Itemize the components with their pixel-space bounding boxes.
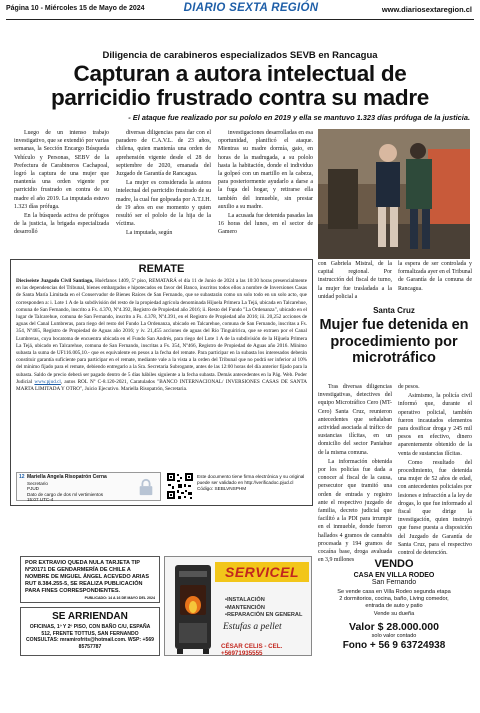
ad-vendo-city: San Fernando [371,579,417,586]
servicel-slogan: Estufas a pellet [223,622,282,632]
ad-vendo-desc-3: entrada de auto y patio [365,603,423,610]
pjud-link[interactable]: www.pjud.cl [34,378,61,385]
ad-extravio-text: POR EXTRAVIO QUEDA NULA TARJETA TIP Nº20171 DE GENDARMERÍA DE CHILE A NOMBRE DE MIGUEL ÁNGEL ACEVEDO ARIAS RUT 8.384.255-5, SE REALIZA PUBLICACIÓN PARA FINES CORRESPONDIENTES. [25,560,150,594]
servicel-logo: SERVICEL [215,562,309,582]
signature-date: Dato de cargo de dos ml vertimientos [27,491,104,497]
lock-icon [137,478,155,496]
ad-vendo-desc-2: 2 dormitorios, cocina, baño, Living comedor, [339,596,449,603]
remate-body [16,278,307,393]
remate-text-end: , autos ROL Nº C-8.120-2021, Caratulados "BANCO INTERNACIONAL/ INVERSIONES CASAS DE SANTA MARTA LIMITADA Y OTRO", Juicio Ejecutivo. Mariella Risopatrón, Secretaria. [16,378,307,393]
signer-org: PJUD [27,486,39,492]
article-column-1 [14,129,109,238]
remate-title: REMATE [138,263,185,275]
ad-arriendan [20,607,160,656]
remate-lead: Dieciseiste Juzgado Civil Santiago, [16,278,94,284]
article-headline: Capturan a autora intelectual de parricidio frustrado contra su madre [50,61,430,110]
servicel-services [225,597,302,620]
list-item: •REPARACIÓN EN GENERAL [225,612,303,618]
paragraph: con Gabriela Mistral, de la capital regional. Por instrucción del fiscal de turno, la mujer fue trasladada a la unidad policial a [318,261,392,300]
arrest-photo [318,129,470,259]
paragraph: En la búsqueda activa de prófugos de la justicia, la brigada especializada desarrolló [14,213,109,236]
header-rule [6,19,474,20]
ad-vendo-price: Valor $ 28.000.000 [349,620,439,633]
paragraph: Luego de un intenso trabajo investigativo, que se extendió por varias semanas, la Sección Encargo Búsqueda Vehículo y Personas, SEBV de la Prefectura de Carabineros Cachapoal, logró la captura de una mujer que mantenía una orden vigente por parricidio frustrado en contra de su madre el año 2019. La imputada estuvo 1.323 días prófuga. [14,130,109,210]
ad-vendo-subtitle: CASA EN VILLA RODEO [353,572,435,579]
paragraph: La acusada fue detenida pasadas las 16 horas del lunes, en el sector de Gamero [218,213,313,236]
ad-servicel [164,556,312,656]
ad-arriendan-title: SE ARRIENDAN [52,611,128,622]
list-item: •INSTALACIÓN [225,597,265,603]
servicel-phone: CÉSAR CELIS - CEL. +56971935555 [221,643,283,656]
ad-vendo-note: solo valor contado [371,632,417,639]
list-item: •MANTENCIÓN [225,604,265,611]
paragraph: Como resultado del procedimiento, fue detenida una mujer de 52 años de edad, con antecedentes policiales por lesiones e infracción a la ley de drogas, lo que fue informado al fiscal que dirige la investigación, quien instruyó que fuese puesta a disposición del Juzgado de Garantía de Santa Cruz, para el respectivo control de detención. [398,459,472,557]
arrest-photo-illustration [318,129,470,259]
santa-cruz-column-1 [318,383,392,565]
paragraph: Asimismo, la policía civil informó que, durante el operativo policial, también fueron incautados elementos para dosificar droga y 245 mil pesos en efectivo, dinero aparentemente obtenido de la venta de sustancias ilícitas. [398,393,472,457]
article-column-3 [218,129,313,238]
paragraph: Tras diversas diligencias investigativas, detectives del equipo Microtráfico Cero (MT-Cero) Santa Cruz, reunieron antecedentes que señalaban actividad asociada al tráfico de sustancias ilícitas, en un domicilio del sector Paniahue de la misma comuna. [318,384,392,456]
remate-text: Huérfanos 1409, 5º piso, REMATARÁ el día 11 de Junio de 2024 a las 10:30 horas presencialmente en las dependencias del Tribunal, bienes embargados e hipotecados en favor del Banco, inscritos todos ellos a nombre de Inversiones Casas de Santa María Limitada en el Conservador de Bienes Raíces de San Fernando, que se subastarán como un solo todo en un solo acto, que corresponden a: i. Lote 1 A de la subdivisión del resto de la propiedad agrícola denominada Hijuela Primera La Tejá, ubicada en Talcarehue, comuna de San Fernando, inscrito a Fs. 4.370, Nº4.392, Registro de Propiedad año 2016; ii. Resto del Fundo "La Ordenanza", ubicado en el lugar de Talcarehue, comuna de San Fernando, inscrito a Fs. 4.378, Nº4.391, en el Registro de Propiedad año 2016; iii. 20,252 acciones de aguas del Canal Lumbreras, para riego del resto del Fundo La Ordenanza, ubicado en Talcarehue, comuna de San Fernando, inscritas a Fs. 354, Nº465, Registro de Propiedad de Aguas año 2016; y iv. 21,455 acciones de aguas del Río Tinguiririca, que se extraen por el Canal Lumbreras, cuya bocatoma de encuentra ubicada en el Fundo San Andrés, para riego del Lote 1 A de la subdivisión de la Hijuela Primera La Tejá, ubicado en Talcarehue, comuna de San Fernando, inscritas a Fs. 354, Nº466, Registro de Propiedad de Aguas año 2016. Mínimo subasta la suma de UF116.005,10.- que es equivalente en pesos a la fecha del remate. Para participar en la subasta los interesados deberán constituir garantía suficiente para participar en el remate, mediante vale a la vista a la orden del Tribunal que no podrá ser inferior al 10% del mínimo fijado para el remate, debiendo entregarlo a la Sra. Secretaria Subrogante, antes de las 12:00 horas del día anterior fijado para la subasta. Saldo de precio deberá ser pagado dentro de 5 días hábiles siguiente a la fecha subasta. Demás antecedentes en la Pág. Web. Poder Judicial [16,278,308,385]
ad-arriendan-text: OFICINAS, 1º Y 2º PISO, CON BAÑO C/U, ESPAÑA 512, FRENTE TOTTUS, SAN FERNANDO CONSULTAS: mramirofrits@hotmail.com. WSP: +569 85757787 [25,624,155,651]
ad-vendo-desc-1: Se vende casa en Villa Rodeo segunda etapa [337,589,451,595]
santa-cruz-headline: Mujer fue detenida en procedimiento por microtráfico [319,317,469,366]
paragraph: la espera de ser controlada y formalizada ayer en el Tribunal de Garantía de la comuna de Rancagua. [398,261,472,292]
signature-number: 12 [19,474,25,480]
pellet-stove-icon [169,563,217,655]
article-column-5 [398,260,472,294]
ad-extravio-pub: PUBLICADO: 14 A 16 DE MAYO DEL 2024 [84,596,155,600]
santa-cruz-kicker: Santa Cruz [373,306,415,315]
ad-extravio [20,556,160,603]
ad-vendo-desc-4: Vende su dueña [373,610,415,617]
paragraph: de pesos. [398,384,420,390]
paragraph: La imputada, según [126,230,173,237]
paragraph: investigaciones desarrolladas en esa oportunidad, planificó el ataque. Mientras su madre dormía, gaio, en horas de la madrugada, a su pololo hasta la habitación, donde el individuo la golpeó con un martillo en la cabeza, para posteriormente ayudarlo a darse a la fuga del hogar, y retirarse ella también del inmueble, sin prestar auxilio a su madre. [218,130,313,210]
signer-role: Secretario [27,480,48,486]
section-title: DIARIO SEXTA REGIÓN [183,2,319,14]
ad-vendo-title: VENDO [374,558,414,570]
article-column-4 [318,260,392,302]
santa-cruz-column-2 [398,383,472,558]
electronic-signature-box [16,472,161,501]
ad-vendo [318,556,470,656]
verification-text [197,474,309,492]
article-subhead: - El ataque fue realizado por su pololo en 2019 y ella se mantuvo 1.323 días prófuga de la justicia. [128,113,470,122]
signature-time: 15:07 UTC-4 [27,497,54,503]
article-kicker: Diligencia de carabineros especializados SEVB en Rancagua [102,50,378,61]
paragraph: La información obtenida por los policías fue dada a conocer al fiscal de la causa, persecutor que tramitó una orden de entrada y registro ante el respectivo juzgado de familia, decreto judicial que facilitó a la PDI para irrumpir en el inmueble, donde fueron hallados 4 gramos de cannabis procesada y 194 gramos de cocaína base, droga avaluada en 3,9 millones [318,458,392,564]
page-number-date: Página 10 - Miércoles 15 de Mayo de 2024 [6,5,145,12]
verification-code: Código: SEBLVNSPHM [197,486,247,491]
page-header [0,0,480,20]
paragraph: diversas diligencias para dar con el paradero de C.A.V.L. de 23 años, chilena, quien mantenía una orden de aprehensión vigente desde el 28 de septiembre de 2020, emanada del Juzgado de Garantía de Rancagua. [116,130,211,178]
verification-note: Este documento tiene firma electrónica y su original puede ser validado en http://verificadoc.pjud.cl [197,474,305,485]
remate-notice [10,259,313,506]
paragraph: La mujer es considerada la autora intelectual del parricidio frustrado de su madre, la cual fue golpeada por A.T.I.H. de 19 años en ese momento y quien resultó ser el pololo de la hija de la víctima. [116,180,211,228]
article-column-2 [116,129,211,239]
signer-name: Mariella Angela Risopatrón Cerna [27,474,107,480]
ad-vendo-phone: Fono + 56 9 63724938 [342,639,446,651]
website-link[interactable]: www.diariosextaregion.cl [381,5,472,14]
qr-code-icon[interactable] [166,472,194,500]
